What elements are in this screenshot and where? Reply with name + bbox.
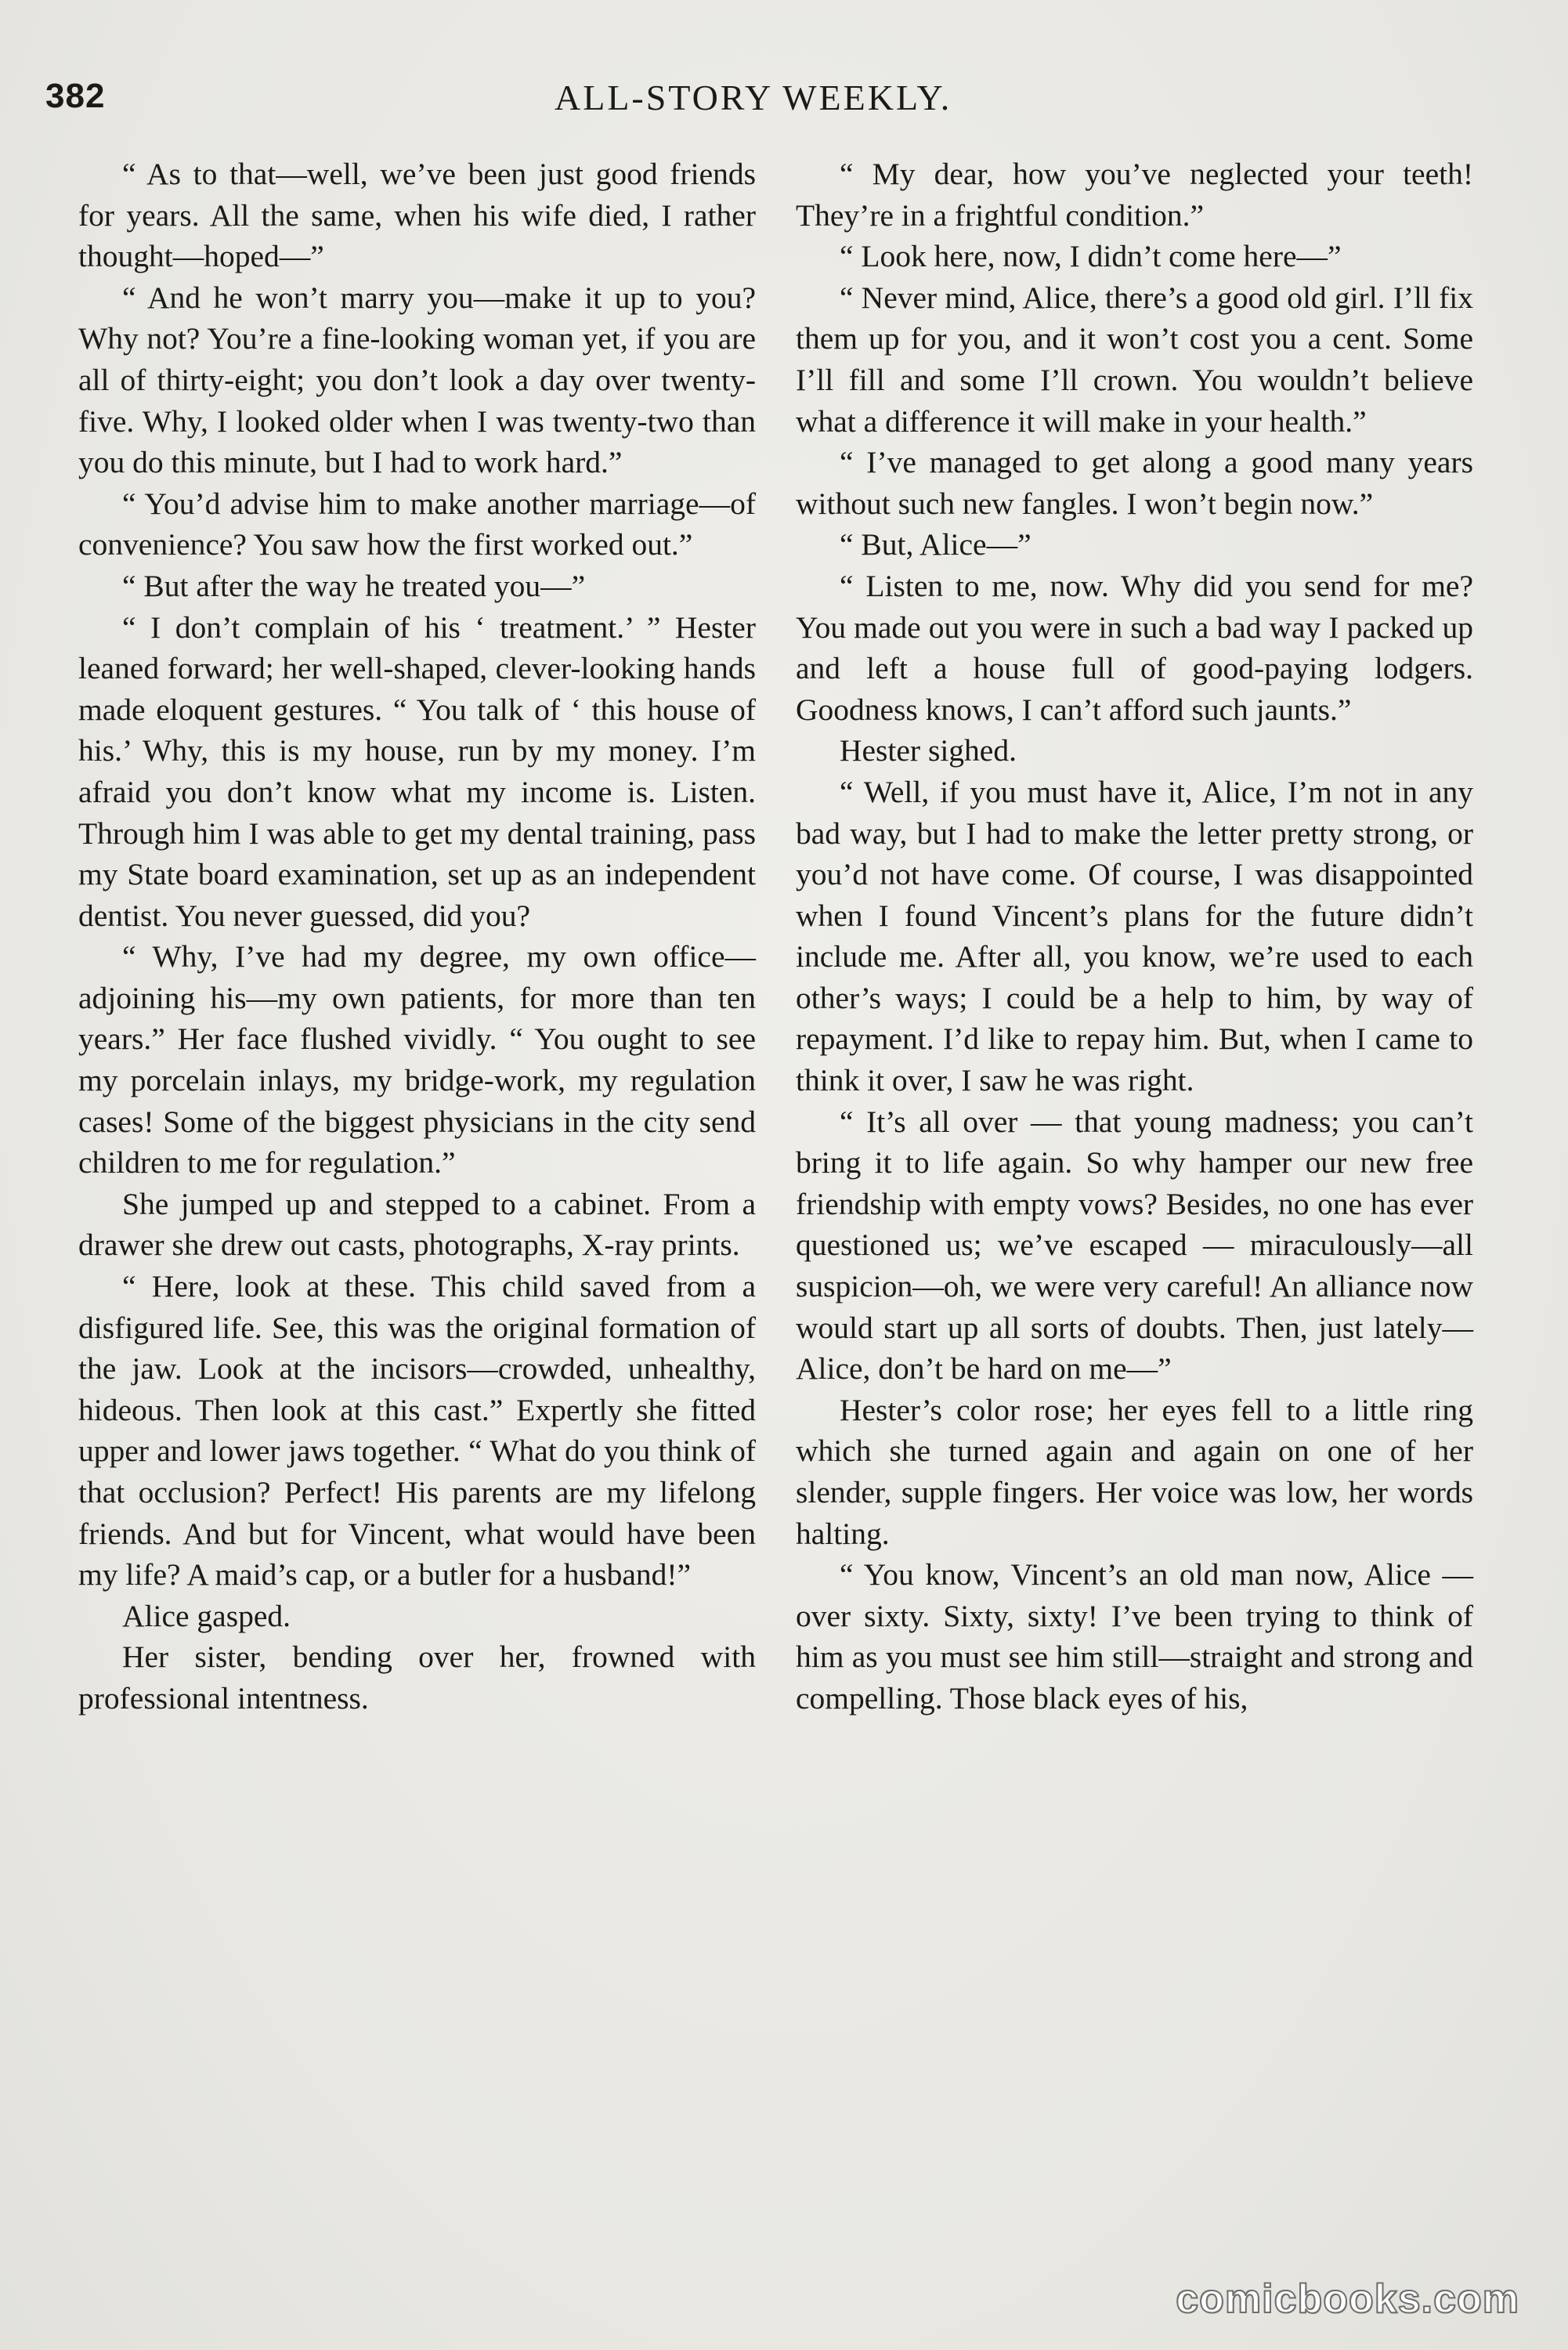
page-number: 382 — [45, 77, 106, 115]
magazine-title: ALL-STORY WEEKLY. — [555, 78, 952, 118]
paragraph: Alice gasped. — [122, 1598, 291, 1633]
paragraph: “ Here, look at these. This child saved from a disfigured life. See, this was the original formation of the jaw. Look at the incisors—crowded, unhealthy, hideous. Then look at this cast.” Expertly she fitted upper and lower jaws together. “ What do you think of that occlusion? Perfect! His parents are my lifelong friends. And but for Vincent, what would have been my life? A maid’s cap, or a butler for a husband!” — [78, 1269, 756, 1593]
paragraph: “ Why, I’ve had my degree, my own office—adjoining his—my own patients, for more than ten years.” Her face flushed vividly. “ You ought to see my porcelain inlays, my bridge-work, my regulation cases! Some of the biggest physicians in the city send children to me for regulation.” — [78, 939, 756, 1180]
paragraph: Hester’s color rose; her eyes fell to a little ring which she turned again and again on one of her slender, supple fingers. Her voice was low, her words halting. — [796, 1392, 1473, 1551]
paragraph: Hester sighed. — [840, 733, 1017, 768]
right-column — [796, 154, 1473, 1719]
paragraph: “ Look here, now, I didn’t come here—” — [840, 239, 1342, 274]
paragraph: “ My dear, how you’ve neglected your teeth! They’re in a frightful condition.” — [796, 157, 1473, 233]
paragraph: “ But after the way he treated you—” — [122, 568, 586, 603]
paragraph: “ You know, Vincent’s an old man now, Alice — over sixty. Sixty, sixty! I’ve been trying to think of him as you must see him still—straight and strong and compelling. Those black eyes of his, — [796, 1557, 1473, 1716]
paragraph: “ Well, if you must have it, Alice, I’m not in any bad way, but I had to make the letter pretty strong, or you’d not have come. Of course, I was disappointed when I found Vincent’s plans for the future didn’t include me. After all, you know, we’re used to each other’s ways; I could be a help to him, by way of repayment. I’d like to repay him. But, when I came to think it over, I saw he was right. — [796, 774, 1473, 1098]
paragraph: “ Never mind, Alice, there’s a good old girl. I’ll fix them up for you, and it won’t cost you a cent. Some I’ll fill and some I’ll crown. You wouldn’t believe what a difference it will make in your health.” — [796, 280, 1473, 439]
paragraph: “ It’s all over — that young madness; you can’t bring it to life again. So why hamper our new free friendship with empty vows? Besides, no one has ever questioned us; we’ve escaped — miraculously—all suspicion—oh, we were very careful! An alliance now would start up all sorts of doubts. Then, just lately—Alice, don’t be hard on me—” — [796, 1104, 1473, 1386]
paragraph: “ I’ve managed to get along a good many years without such new fangles. I won’t begin now.” — [796, 445, 1473, 521]
paragraph: “ Listen to me, now. Why did you send for me? You made out you were in such a bad way I packed up and left a house full of good-paying lodgers. Goodness knows, I can’t afford such jaunts.” — [796, 568, 1473, 727]
paragraph: “ You’d advise him to make another marriage—of convenience? You saw how the first worked out.” — [78, 486, 756, 562]
paragraph: Her sister, bending over her, frowned with professional intentness. — [78, 1640, 756, 1716]
paragraph: She jumped up and stepped to a cabinet. From a drawer she drew out casts, photographs, X-ray prints. — [78, 1186, 756, 1263]
paragraph: “ As to that—well, we’ve been just good friends for years. All the same, when his wife died, I rather thought—hoped—” — [78, 157, 756, 274]
paragraph: “ I don’t complain of his ‘ treatment.’ ” Hester leaned forward; her well-shaped, clever-looking hands made eloquent gestures. “ You talk of ‘ this house of his.’ Why, this is my house, run by my money. I’m afraid you don’t know what my income is. Listen. Through him I was able to get my dental training, pass my State board examination, set up as an independent dentist. You never guessed, did you? — [78, 609, 756, 933]
left-column — [78, 154, 756, 1719]
running-head — [45, 77, 1479, 124]
paragraph: “ But, Alice—” — [840, 527, 1031, 562]
watermark-logo: comicbooks.com — [1176, 2276, 1519, 2322]
paragraph: “ And he won’t marry you—make it up to you? Why not? You’re a fine-looking woman yet, if you are all of thirty-eight; you don’t look a day over twenty-five. Why, I looked older when I was twenty-two than you do this minute, but I had to work hard.” — [78, 280, 756, 480]
